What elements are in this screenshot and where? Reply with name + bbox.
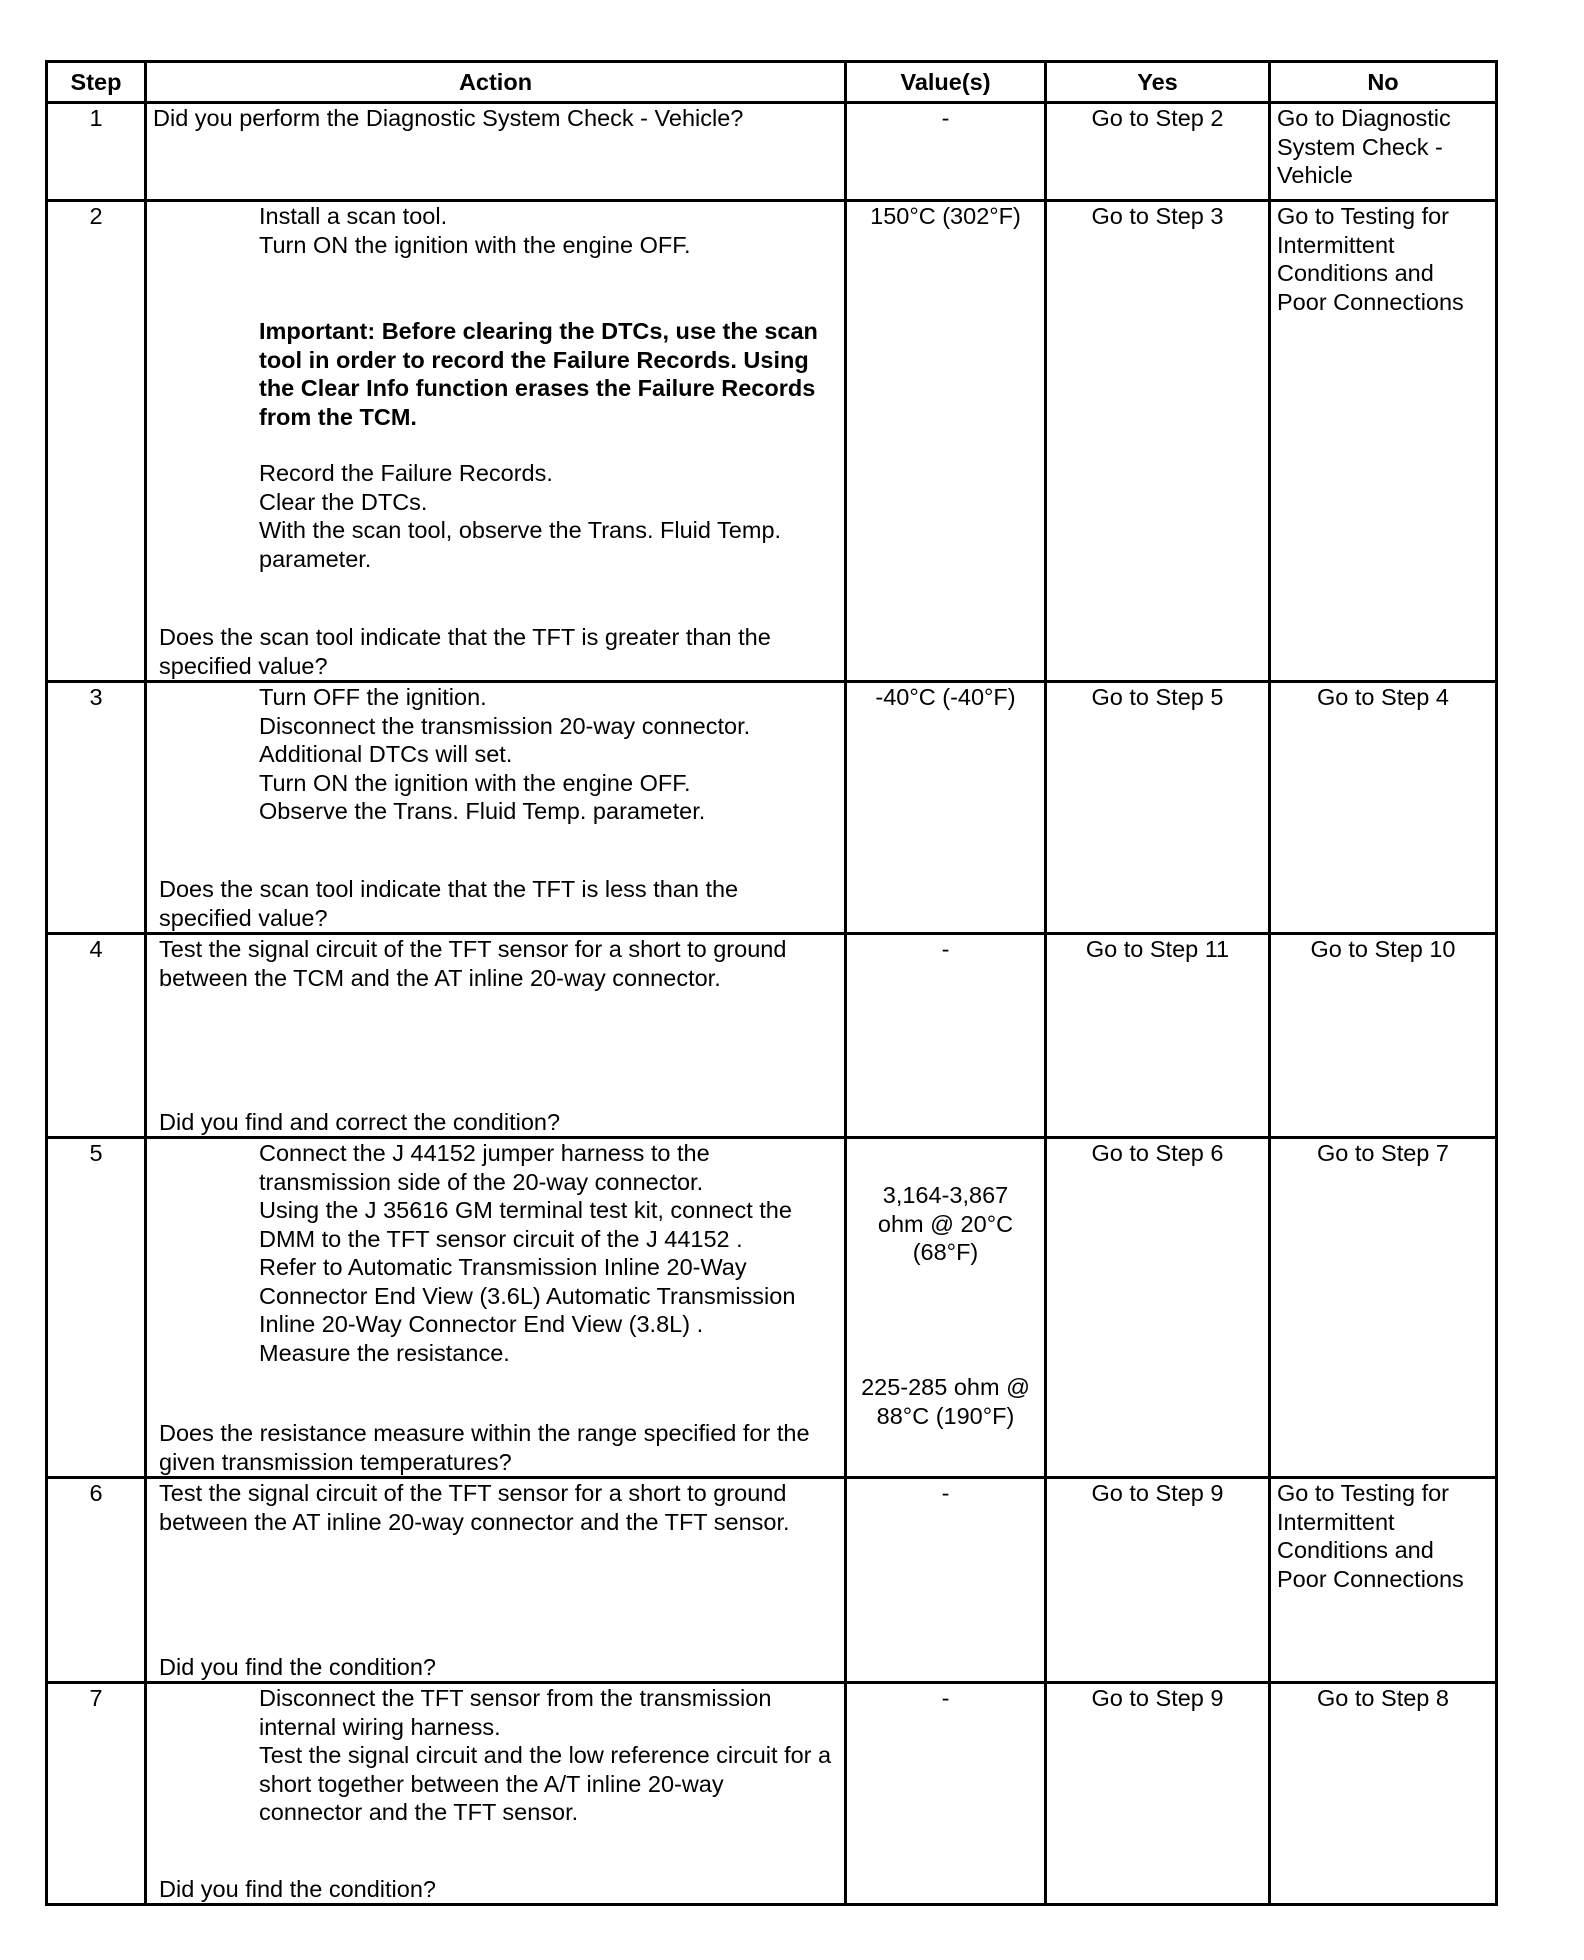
action-step: Measure the resistance. bbox=[259, 1339, 510, 1366]
action-step: Install a scan tool. bbox=[259, 203, 448, 229]
no-cell: Go to Testing for Intermittent Conditions and Poor Connections bbox=[1270, 1478, 1497, 1683]
step-number: 6 bbox=[47, 1478, 146, 1683]
value-range-88c: 225-285 ohm @ 88°C (190°F) bbox=[861, 1374, 1030, 1429]
header-values: Value(s) bbox=[846, 62, 1046, 103]
action-step: Using the J 35616 GM terminal test kit, connect the DMM to the TFT sensor circuit of the J 44152 . bbox=[259, 1197, 792, 1252]
action-question: Does the scan tool indicate that the TFT is less than the specified value? bbox=[159, 876, 739, 931]
value-cell bbox=[846, 1138, 1046, 1478]
yes-cell: Go to Step 9 bbox=[1046, 1478, 1270, 1683]
action-question: Does the scan tool indicate that the TFT is greater than the specified value? bbox=[159, 624, 771, 679]
header-row bbox=[47, 62, 1497, 103]
step-number: 7 bbox=[47, 1683, 146, 1905]
step-number: 4 bbox=[47, 934, 146, 1138]
value-cell: - bbox=[846, 934, 1046, 1138]
action-cell bbox=[146, 934, 846, 1138]
table-row bbox=[47, 1683, 1497, 1905]
no-cell: Go to Diagnostic System Check - Vehicle bbox=[1270, 103, 1497, 201]
action-step: Turn OFF the ignition. bbox=[259, 684, 487, 710]
action-step: Disconnect the transmission 20-way connector. bbox=[259, 712, 751, 739]
table-row bbox=[47, 682, 1497, 934]
table-row bbox=[47, 103, 1497, 201]
action-cell bbox=[146, 1138, 846, 1478]
yes-cell: Go to Step 6 bbox=[1046, 1138, 1270, 1478]
action-step: Observe the Trans. Fluid Temp. parameter. bbox=[259, 798, 706, 824]
action-text: Test the signal circuit of the TFT sensor for a short to ground between the AT inline 20-way connector and the TFT sensor. bbox=[159, 1480, 790, 1535]
table-row bbox=[47, 201, 1497, 682]
header-action: Action bbox=[146, 62, 846, 103]
step-number: 3 bbox=[47, 682, 146, 934]
value-cell: - bbox=[846, 1683, 1046, 1905]
table-row bbox=[47, 1138, 1497, 1478]
value-cell: 150°C (302°F) bbox=[846, 201, 1046, 682]
yes-cell: Go to Step 11 bbox=[1046, 934, 1270, 1138]
action-step: Turn ON the ignition with the engine OFF. bbox=[259, 231, 691, 258]
action-cell bbox=[146, 1478, 846, 1683]
table-row bbox=[47, 934, 1497, 1138]
diagnostic-table bbox=[45, 60, 1498, 1906]
action-step: Refer to Automatic Transmission Inline 20-Way Connector End View (3.6L) Automatic Transmission Inline 20-Way Connector End View (3.8L) . bbox=[259, 1254, 796, 1337]
action-cell bbox=[146, 1683, 846, 1905]
action-question: Did you find the condition? bbox=[159, 1875, 436, 1902]
value-cell: -40°C (-40°F) bbox=[846, 682, 1046, 934]
action-step: With the scan tool, observe the Trans. Fluid Temp. parameter. bbox=[259, 517, 782, 572]
action-step: Connect the J 44152 jumper harness to the transmission side of the 20-way connector. bbox=[259, 1140, 710, 1195]
header-no: No bbox=[1270, 62, 1497, 103]
yes-cell: Go to Step 2 bbox=[1046, 103, 1270, 201]
action-question: Did you perform the Diagnostic System Check - Vehicle? bbox=[153, 105, 744, 131]
yes-cell: Go to Step 9 bbox=[1046, 1683, 1270, 1905]
value-cell: - bbox=[846, 103, 1046, 201]
action-question: Does the resistance measure within the range specified for the given transmission temperatures? bbox=[159, 1420, 810, 1475]
table-row bbox=[47, 1478, 1497, 1683]
no-cell: Go to Testing for Intermittent Conditions and Poor Connections bbox=[1270, 201, 1497, 682]
header-yes: Yes bbox=[1046, 62, 1270, 103]
no-cell: Go to Step 10 bbox=[1270, 934, 1497, 1138]
value-cell: - bbox=[846, 1478, 1046, 1683]
value-range-20c: 3,164-3,867 ohm @ 20°C (68°F) bbox=[877, 1182, 1014, 1265]
action-cell bbox=[146, 682, 846, 934]
important-note: Important: Before clearing the DTCs, use the scan tool in order to record the Failure Records. Using the Clear Info function erases the Failure Records from the TCM. bbox=[259, 318, 818, 430]
action-step: Clear the DTCs. bbox=[259, 488, 428, 515]
action-text: Test the signal circuit of the TFT sensor for a short to ground between the TCM and the AT inline 20-way connector. bbox=[159, 936, 787, 991]
no-cell: Go to Step 8 bbox=[1270, 1683, 1497, 1905]
action-step: Record the Failure Records. bbox=[259, 460, 553, 486]
no-cell: Go to Step 7 bbox=[1270, 1138, 1497, 1478]
action-step: Additional DTCs will set. bbox=[259, 741, 513, 767]
action-step: Turn ON the ignition with the engine OFF. bbox=[259, 769, 691, 796]
yes-cell: Go to Step 3 bbox=[1046, 201, 1270, 682]
action-step: Test the signal circuit and the low reference circuit for a short together between the A/T inline 20-way connector and the TFT sensor. bbox=[259, 1742, 832, 1825]
step-number: 2 bbox=[47, 201, 146, 682]
action-cell bbox=[146, 201, 846, 682]
action-step: Disconnect the TFT sensor from the transmission internal wiring harness. bbox=[259, 1685, 772, 1740]
step-number: 1 bbox=[47, 103, 146, 201]
header-step: Step bbox=[47, 62, 146, 103]
yes-cell: Go to Step 5 bbox=[1046, 682, 1270, 934]
step-number: 5 bbox=[47, 1138, 146, 1478]
action-cell bbox=[146, 103, 846, 201]
no-cell: Go to Step 4 bbox=[1270, 682, 1497, 934]
action-question: Did you find and correct the condition? bbox=[159, 1108, 561, 1135]
action-question: Did you find the condition? bbox=[159, 1653, 436, 1680]
